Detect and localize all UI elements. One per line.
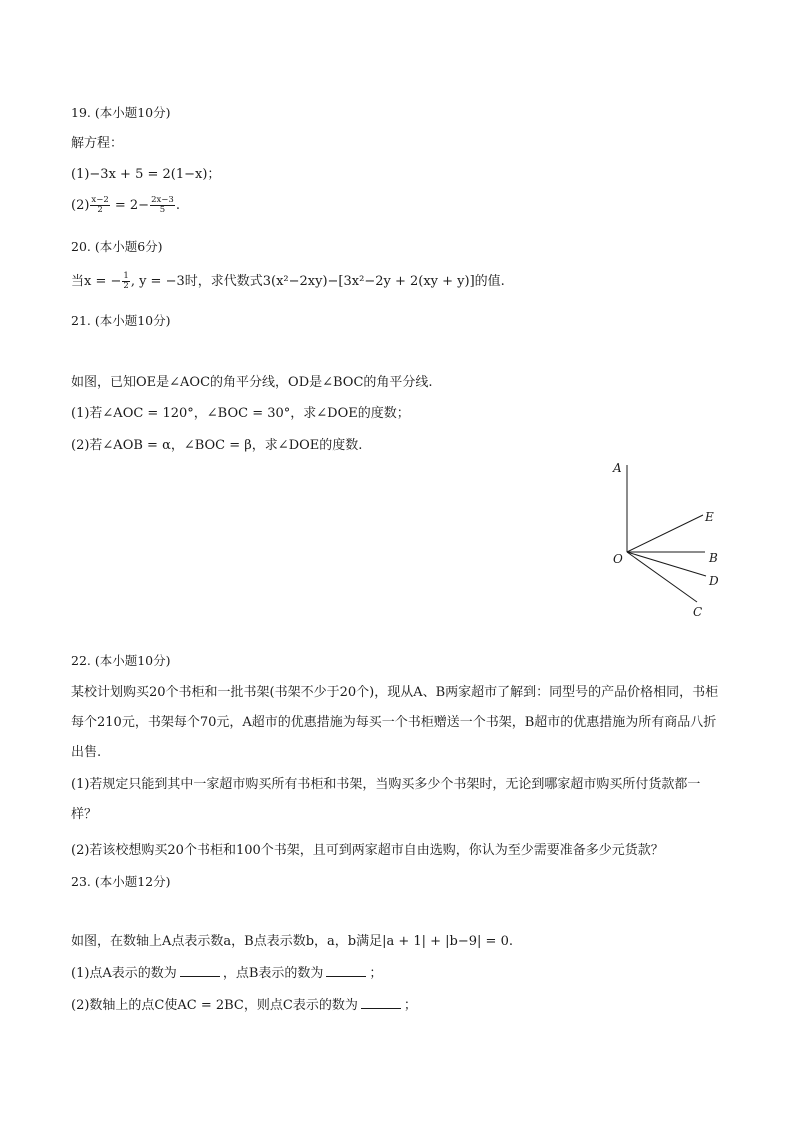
q19-prompt: 解方程：	[71, 136, 124, 151]
q19-fraction-1	[90, 196, 109, 215]
q19-part2-prefix: (2)	[71, 198, 90, 213]
label-B: B	[709, 551, 718, 565]
q19-fraction-2-numerator: 2x−3	[151, 195, 174, 205]
q22-part1: (1)若规定只能到其中一家超市购买所有书柜和书架，当购买多少个书架时，无论到哪家超市购买所付货款都一样？	[71, 777, 701, 822]
q21-part1: (1)若∠AOC = 120°，∠BOC = 30°，求∠DOE的度数；	[71, 406, 410, 421]
q19-part2	[71, 196, 180, 215]
q23-header: 23. (本小题12分)	[71, 874, 171, 889]
q19-fraction-1-numerator: x−2	[91, 195, 109, 205]
q23-part1-b: ，点B表示的数为	[222, 966, 324, 981]
answer-blank-B	[326, 964, 366, 977]
q20-text-prefix: 当x = −	[71, 274, 122, 289]
q20-fraction-denominator: 2	[123, 281, 129, 291]
q20-fraction-numerator: 1	[123, 271, 129, 281]
ray-OC	[627, 552, 697, 602]
q23-part1-a: (1)点A表示的数为	[71, 966, 177, 981]
angle-figure	[600, 455, 740, 625]
q23-part2	[71, 996, 417, 1015]
q22-header: 22. (本小题10分)	[71, 653, 171, 668]
ray-OD	[627, 552, 706, 576]
q21-part2: (2)若∠AOB = α，∠BOC = β，求∠DOE的度数.	[71, 438, 363, 453]
q19-fraction-2	[150, 196, 175, 215]
q21-header: 21. (本小题10分)	[71, 313, 171, 328]
q19-part2-middle: = 2−	[110, 198, 150, 213]
q23-part1-c: ；	[369, 966, 383, 981]
q23-part1	[71, 964, 382, 983]
q19-part1: (1)−3x + 5 = 2(1−x)；	[71, 167, 221, 182]
q22-intro: 某校计划购买20个书柜和一批书架(书架不少于20个)，现从A、B两家超市了解到：同型号的产品价格相同，书柜每个210元，书架每个70元，A超市的优惠措施为每买一个书柜赠送一个书架，B超市的优惠措施为所有商品八折出售.	[71, 685, 719, 760]
q19-part2-suffix: .	[175, 198, 180, 213]
label-D: D	[709, 574, 719, 588]
label-E: E	[705, 510, 714, 524]
q19-fraction-2-denominator: 5	[159, 205, 166, 215]
q19-header: 19. (本小题10分)	[71, 105, 171, 120]
q20-text	[71, 272, 505, 291]
q20-fraction	[122, 272, 129, 291]
label-C: C	[693, 605, 703, 619]
label-A: A	[613, 461, 622, 475]
ray-OE	[627, 515, 703, 552]
q22-part2: (2)若该校想购买20个书柜和100个书架，且可到两家超市自由选购，你认为至少需要准备多少元货款？	[71, 843, 664, 858]
answer-blank-A	[180, 964, 220, 977]
label-O: O	[613, 552, 623, 566]
q20-header: 20. (本小题6分)	[71, 239, 163, 254]
q19-fraction-1-denominator: 2	[97, 205, 103, 215]
q21-intro: 如图，已知OE是∠AOC的角平分线，OD是∠BOC的角平分线.	[71, 375, 433, 390]
q23-part2-b: ；	[403, 998, 417, 1013]
q23-part2-a: (2)数轴上的点C使AC = 2BC，则点C表示的数为	[71, 998, 358, 1013]
q23-intro: 如图，在数轴上A点表示数a，B点表示数b，a，b满足|a + 1| + |b−9| = 0.	[71, 934, 513, 949]
q20-text-suffix: , y = −3时，求代数式3(x²−2xy)−[3x²−2y + 2(xy + y)]的值.	[130, 274, 505, 289]
answer-blank-C	[361, 996, 401, 1009]
